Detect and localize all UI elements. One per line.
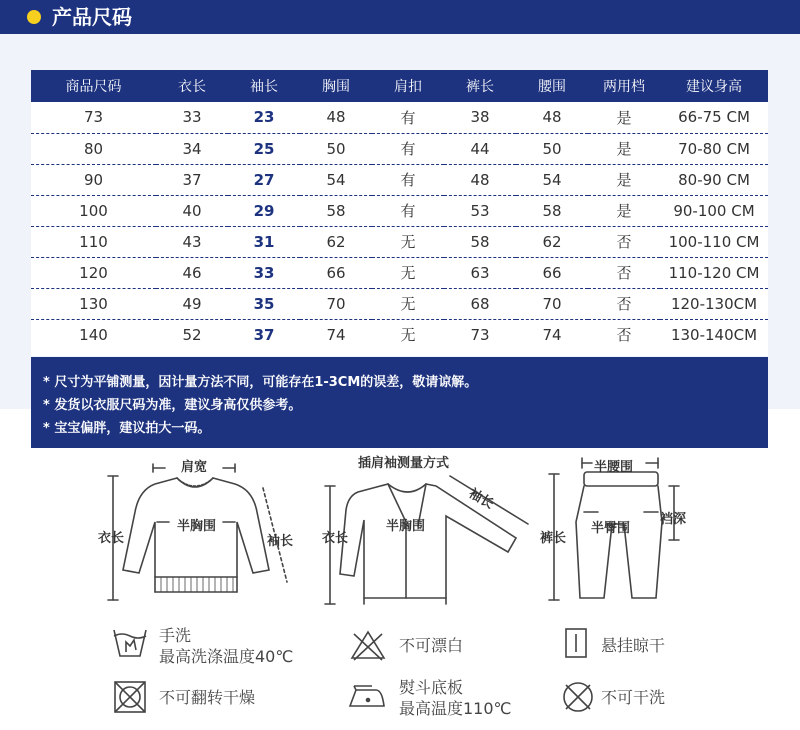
table-row <box>31 164 768 195</box>
table-row <box>31 102 768 133</box>
table-cell: 50 <box>516 133 588 164</box>
pants-waist-label: 半腰围 <box>594 460 634 475</box>
table-cell: 27 <box>228 164 300 195</box>
table-cell: 73 <box>470 325 490 344</box>
no-dry-clean-icon <box>561 680 595 714</box>
page-title: 产品尺码 <box>52 5 132 29</box>
table-cell: 52 <box>182 325 202 344</box>
table-cell: 23 <box>228 102 300 133</box>
table-cell: 70 <box>300 288 372 319</box>
table-cell: 66 <box>516 257 588 288</box>
column-header: 胸围 <box>300 70 372 102</box>
raglan-sleeve-label: 袖长 <box>465 486 497 513</box>
table-cell: 有 <box>372 102 444 133</box>
table-row <box>31 319 768 350</box>
table-row <box>31 257 768 288</box>
table-cell: 是 <box>588 102 660 133</box>
table-cell: 63 <box>444 257 516 288</box>
header-bar <box>0 0 800 34</box>
table-row <box>31 133 768 164</box>
table-cell: 70-80 CM <box>660 133 768 164</box>
table-cell: 是 <box>588 195 660 226</box>
table-cell: 否 <box>588 226 660 257</box>
table-cell: 有 <box>372 164 444 195</box>
table-cell: 50 <box>300 133 372 164</box>
table-cell: 58 <box>300 195 372 226</box>
table-cell: 48 <box>300 102 372 133</box>
no-dry-clean-text: 不可干洗 <box>601 688 666 707</box>
table-cell: 49 <box>156 288 228 319</box>
column-header: 商品尺码 <box>31 70 156 102</box>
table-cell: 无 <box>372 257 444 288</box>
header-dot-icon <box>27 10 41 24</box>
table-cell: 58 <box>444 226 516 257</box>
raglan-length-label: 衣长 <box>322 531 349 546</box>
table-cell: 40 <box>156 195 228 226</box>
table-cell: 34 <box>156 133 228 164</box>
iron-temp: 最高温度110℃ <box>399 699 512 718</box>
column-header: 肩扣 <box>372 70 444 102</box>
table-cell: 否 <box>588 288 660 319</box>
no-bleach-text: 不可漂白 <box>399 636 464 655</box>
table-cell: 130 <box>31 288 156 319</box>
table-cell: 66-75 CM <box>660 102 768 133</box>
table-cell: 53 <box>444 195 516 226</box>
size-table <box>31 70 768 350</box>
table-cell: 62 <box>300 226 372 257</box>
column-header: 建议身高 <box>660 70 768 102</box>
table-cell: 54 <box>300 164 372 195</box>
table-cell: 无 <box>372 288 444 319</box>
hang-dry-icon <box>563 626 589 660</box>
table-cell: 80-90 CM <box>660 164 768 195</box>
table-cell: 120 <box>31 257 156 288</box>
table-cell: 74 <box>542 325 562 344</box>
table-cell: 否 <box>616 326 632 345</box>
table-cell: 43 <box>156 226 228 257</box>
table-cell: 70 <box>516 288 588 319</box>
table-cell: 110-120 CM <box>660 257 768 288</box>
raglan-diagram <box>318 470 538 610</box>
column-header: 两用档 <box>588 70 660 102</box>
table-cell: 130-140CM <box>670 325 758 344</box>
table-cell: 否 <box>588 257 660 288</box>
table-cell: 90-100 CM <box>660 195 768 226</box>
table-cell: 25 <box>228 133 300 164</box>
raglan-title: 插肩袖测量方式 <box>358 456 450 471</box>
column-header: 裤长 <box>444 70 516 102</box>
table-cell: 无 <box>400 326 416 345</box>
pants-length-label: 裤长 <box>540 531 567 546</box>
table-cell: 90 <box>31 164 156 195</box>
no-tumble-dry-text: 不可翻转干燥 <box>159 688 256 707</box>
table-row <box>31 288 768 319</box>
table-cell: 31 <box>228 226 300 257</box>
table-cell: 有 <box>372 195 444 226</box>
column-header: 衣长 <box>156 70 228 102</box>
table-cell: 80 <box>31 133 156 164</box>
raglan-chest-label: 半胸围 <box>386 519 426 534</box>
table-cell: 是 <box>588 133 660 164</box>
pants-rise-label: 裆深 <box>660 512 687 527</box>
sweater-chest-label: 半胸围 <box>177 519 217 534</box>
sweater-shoulder-label: 肩宽 <box>181 460 208 475</box>
hand-wash-title: 手洗 <box>159 626 192 645</box>
pants-thigh-label: 半臀围 <box>591 521 631 536</box>
table-cell: 38 <box>444 102 516 133</box>
table-header-row <box>31 70 768 102</box>
hand-wash-temp: 最高洗涤温度40℃ <box>159 647 294 666</box>
table-cell: 73 <box>31 102 156 133</box>
table-row <box>31 226 768 257</box>
table-cell: 140 <box>79 325 108 344</box>
table-cell: 有 <box>372 133 444 164</box>
hand-wash-icon <box>110 626 150 660</box>
table-cell: 68 <box>444 288 516 319</box>
table-cell: 37 <box>253 325 275 344</box>
table-row <box>31 195 768 226</box>
no-tumble-dry-icon <box>112 680 148 714</box>
column-header: 腰围 <box>516 70 588 102</box>
iron-title: 熨斗底板 <box>399 678 464 697</box>
table-cell: 无 <box>372 226 444 257</box>
note-measure: * 尺寸为平铺测量，因计量方法不同，可能存在1-3CM的误差，敬请谅解。 <box>43 375 478 390</box>
table-cell: 74 <box>326 325 346 344</box>
table-cell: 110 <box>31 226 156 257</box>
table-cell: 46 <box>156 257 228 288</box>
table-cell: 48 <box>444 164 516 195</box>
table-cell: 100-110 CM <box>660 226 768 257</box>
sweater-sleeve-label: 袖长 <box>267 534 294 549</box>
table-cell: 44 <box>444 133 516 164</box>
note-chubby: * 宝宝偏胖，建议拍大一码。 <box>43 421 211 436</box>
column-header: 袖长 <box>228 70 300 102</box>
table-cell: 62 <box>516 226 588 257</box>
table-cell: 120-130CM <box>660 288 768 319</box>
table-cell: 48 <box>516 102 588 133</box>
table-cell: 33 <box>228 257 300 288</box>
table-cell: 35 <box>228 288 300 319</box>
table-cell: 66 <box>300 257 372 288</box>
no-bleach-icon <box>348 628 388 662</box>
table-cell: 54 <box>516 164 588 195</box>
sweater-length-label: 衣长 <box>98 531 125 546</box>
table-cell: 是 <box>588 164 660 195</box>
iron-icon <box>346 682 388 712</box>
table-cell: 58 <box>516 195 588 226</box>
table-cell: 37 <box>156 164 228 195</box>
table-cell: 100 <box>31 195 156 226</box>
table-cell: 29 <box>228 195 300 226</box>
note-shipping: * 发货以衣服尺码为准，建议身高仅供参考。 <box>43 398 302 413</box>
table-cell: 33 <box>156 102 228 133</box>
hang-dry-text: 悬挂晾干 <box>601 636 666 655</box>
notes-box <box>31 357 768 448</box>
